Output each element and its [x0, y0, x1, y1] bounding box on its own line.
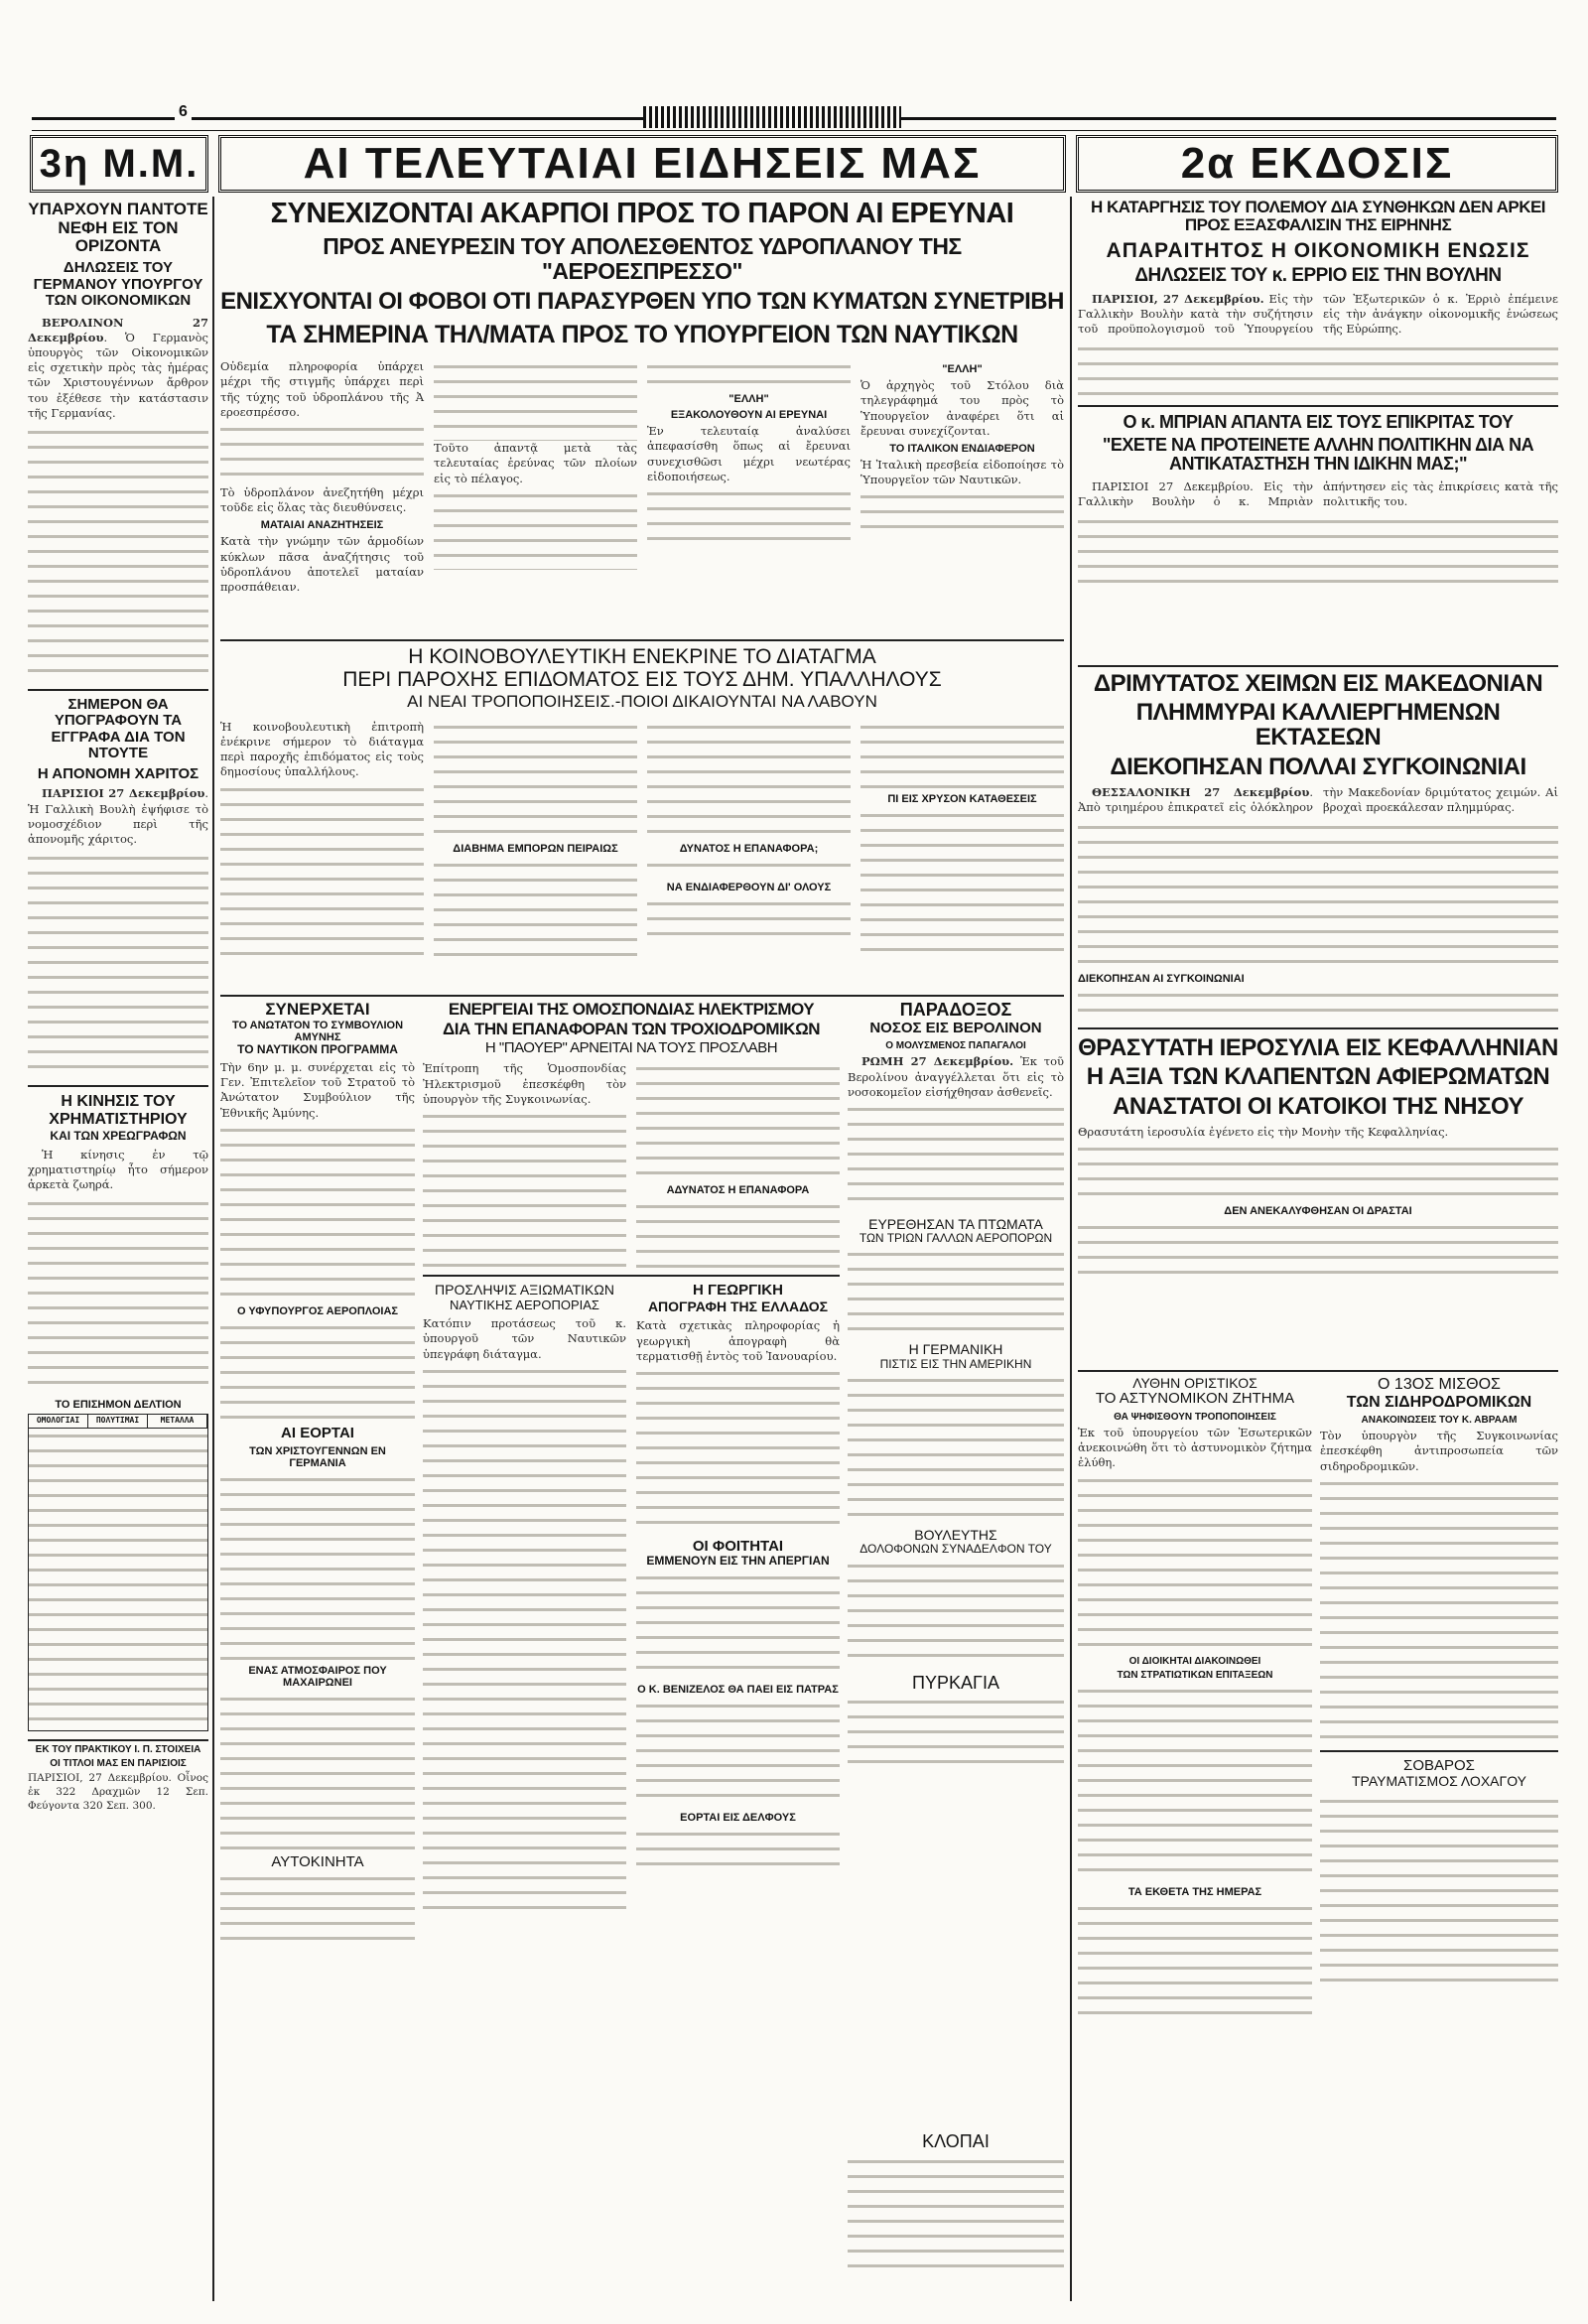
- ri2-headline-1: Ο 13ΟΣ ΜΙΣΘΟΣ: [1378, 1376, 1501, 1393]
- left-table-title: ΤΟ ΕΠΙΣΗΜΟΝ ΔΕΛΤΙΟΝ: [55, 1399, 182, 1412]
- rmid-text-1: Ἀπὸ τριημέρου ἐπικρατεῖ εἰς ὁλόκληρον τὴν Μακεδονίαν δριμύτατος χειμών. Αἱ βροχαὶ προεκάλεσαν πλημμύρας.: [1078, 784, 1558, 814]
- sy-text-lines-c: [220, 1472, 415, 1661]
- band-col-1: [220, 720, 424, 961]
- lead-sub-5: ΤΟ ΙΤΑΛΙΚΟΝ ΕΝΔΙΑΦΕΡΟΝ: [889, 442, 1035, 455]
- second-edition-box: [1076, 135, 1558, 193]
- right-headline-4: Ο κ. ΜΠΡΙΑΝ ΑΠΑΝΤΑ ΕΙΣ ΤΟΥΣ ΕΠΙΚΡΙΤΑΣ ΤΟΥ: [1123, 412, 1514, 433]
- sy-sub-5: ΑΥΤΟΚΙΝΗΤΑ: [271, 1853, 364, 1871]
- pa-headline-4: ΤΩΝ ΤΡΙΩΝ ΓΑΛΛΩΝ ΑΕΡΟΠΟΡΩΝ: [859, 1231, 1053, 1246]
- left-footer-text: ΠΑΡΙΣΙΟΙ, 27 Δεκεμβρίου. Οἶνος ἐκ 322 Δραχμῶν 12 Σεπ. Φεύγοντα 320 Σεπ. 300.: [28, 1772, 208, 1813]
- lead-headline-1: ΣΥΝΕΧΙΖΟΝΤΑΙ ΑΚΑΡΠΟΙ ΠΡΟΣ ΤΟ ΠΑΡΟΝ ΑΙ ΕΡΕΥΝΑΙ: [270, 199, 1014, 229]
- column-rule-2: [1070, 197, 1072, 2301]
- band-columns: [220, 720, 1064, 961]
- left-headline-5: Η ΚΙΝΗΣΙΣ ΤΟΥ ΧΡΗΜΑΤΙΣΤΗΡΙΟΥ: [49, 1093, 188, 1128]
- right-headline-1: Η ΚΑΤΑΡΓΗΣΙΣ ΤΟΥ ΠΟΛΕΜΟΥ ΔΙΑ ΣΥΝΘΗΚΩΝ ΔΕΝ ΑΡΚΕΙ ΠΡΟΣ ΕΞΑΣΦΑΛΙΣΙΝ ΤΗΣ ΕΙΡΗΝΗΣ: [1090, 199, 1546, 234]
- pa-headline-9: ΠΥΡΚΑΓΙΑ: [912, 1672, 999, 1693]
- pa-headline-6: ΠΙΣΤΙΣ ΕΙΣ ΤΗΝ ΑΜΕΡΙΚΗΝ: [879, 1356, 1032, 1371]
- left-headline-2: ΔΗΛΩΣΕΙΣ ΤΟΥ ΓΕΡΜΑΝΟΥ ΥΠΟΥΡΓΟΥ ΤΩΝ ΟΙΚΟΝΟΜΙΚΩΝ: [33, 259, 203, 310]
- sy-sub-4: ΕΝΑΣ ΑΤΜΟΣΦΑΙΡΟΣ ΠΟΥ ΜΑΧΑΙΡΩΝΕΙ: [248, 1665, 387, 1690]
- left-column: [28, 201, 208, 2305]
- rmid-headline-2: ΠΛΗΜΜΥΡΑΙ ΚΑΛΛΙΕΡΓΗΜΕΝΩΝ ΕΚΤΑΣΕΩΝ: [1135, 699, 1501, 752]
- ri2-text: Τὸν ὑπουργὸν τῆς Συγκοινωνίας ἐπεσκέφθη ἀντιπροσωπεία τῶν σιδηροδρομικῶν.: [1320, 1429, 1558, 1473]
- pa-text-lines-c: [848, 1373, 1064, 1522]
- ge-sub-1: ΟΙ ΦΟΙΤΗΤΑΙ: [692, 1537, 784, 1555]
- latest-news-box: [218, 135, 1066, 193]
- band-headline-3: ΑΙ ΝΕΑΙ ΤΡΟΠΟΠΟΙΗΣΕΙΣ.-ΠΟΙΟΙ ΔΙΚΑΙΟΥΝΤΑΙ ΝΑ ΛΑΒΟΥΝ: [407, 692, 877, 712]
- pa-headline-1: ΠΑΡΑΔΟΞΟΣ: [899, 1001, 1012, 1020]
- band-col-3: [647, 720, 851, 961]
- ri-sub-1: ΘΑ ΨΗΦΙΣΘΟΥΝ ΤΡΟΠΟΠΟΙΗΣΕΙΣ: [1114, 1411, 1276, 1423]
- second-edition-label: 2α ΕΚΔΟΣΙΣ: [1180, 139, 1454, 188]
- masthead-ornament: [643, 106, 901, 128]
- band-sub-3: ΝΑ ΕΝΔΙΑΦΕΡΘΟΥΝ ΔΙ' ΟΛΟΥΣ: [666, 881, 832, 893]
- left-footer-headline-1: ΕΚ ΤΟΥ ΠΡΑΚΤΙΚΟΥ Ι. Π. ΣΤΟΙΧΕΙΑ: [28, 1739, 208, 1755]
- pr-col: [423, 1283, 626, 1919]
- left-headline-1: ΥΠΑΡΧΟΥΝ ΠΑΝΤΟΤΕ ΝΕΦΗ ΕΙΣ ΤΟΝ ΟΡΙΖΟΝΤΑ: [28, 201, 208, 256]
- lead-headline-3: ΕΝΙΣΧΥΟΝΤΑΙ ΟΙ ΦΟΒΟΙ ΟΤΙ ΠΑΡΑΣΥΡΘΕΝ ΥΠΟ ΤΩΝ ΚΥΜΑΤΩΝ ΣΥΝΕΤΡΙΒΗ: [220, 287, 1064, 315]
- rmid-article-2-text-b: [1078, 1220, 1558, 1280]
- en-col-2: [636, 1061, 840, 1269]
- ri-headline-1: ΛΥΘΗΝ ΟΡΙΣΤΙΚΟΣ: [1132, 1376, 1257, 1391]
- right-article-2: [1078, 479, 1558, 510]
- en-divider: [423, 1275, 840, 1277]
- right-article-1-text: [1078, 342, 1558, 399]
- stock-table-head-2: ΠΟΛΥΤΙΜΑΙ: [88, 1415, 148, 1428]
- band-col-3-text-a: [647, 720, 851, 839]
- ri2-text-lines: [1320, 1476, 1558, 1744]
- lead-sub-4: "ΕΛΛΗ": [942, 363, 983, 376]
- band-col-2: [434, 720, 637, 961]
- pa-headline-3: ΕΥΡΕΘΗΣΑΝ ΤΑ ΠΤΩΜΑΤΑ: [868, 1215, 1043, 1232]
- stock-table-head-3: ΜΕΤΑΛΛΑ: [148, 1415, 207, 1428]
- ri2-headline-2: ΤΩΝ ΣΙΔΗΡΟΔΡΟΜΙΚΩΝ: [1346, 1393, 1532, 1411]
- left-dateline-2: ΠΑΡΙΣΙΟΙ 27 Δεκεμβρίου: [42, 786, 205, 801]
- lead-headline-4: ΤΑ ΣΗΜΕΡΙΝΑ ΤΗΛ/ΜΑΤΑ ΠΡΟΣ ΤΟ ΥΠΟΥΡΓΕΙΟΝ ΤΩΝ ΝΑΥΤΙΚΩΝ: [266, 320, 1018, 348]
- ge-text-lines-c: [636, 1699, 840, 1808]
- band-col-1-text: [220, 782, 424, 961]
- ri-text-lines: [1078, 1473, 1312, 1652]
- pr-text-lines: [423, 1364, 626, 1920]
- lead-col-2-text-b: [434, 488, 637, 570]
- sy-text-lines-e: [220, 1871, 415, 1951]
- lead-para-2: Τὸ ὑδροπλάνον ἀνεζητήθη μέχρι τοῦδε εἰς ὅλας τὰς διευθύνσεις.: [220, 484, 424, 515]
- left-text-3: Ἡ κίνησις ἐν τῷ χρηματιστηρίῳ ἦτο σήμερον ἀρκετὰ ζωηρά.: [28, 1147, 208, 1192]
- right-text-1: Εἰς τὴν Γαλλικὴν Βουλὴν κατὰ τὴν συζήτησιν τοῦ προϋπολογισμοῦ τοῦ Ὑπουργείου τῶν Ἐξωτερικῶν ὁ κ. Ἐρριὸ ἐπέμεινε εἰς τὴν ἀνάγκην οἰκονομικῆς ἑνώσεως τῆς Εὐρώπης.: [1078, 291, 1558, 337]
- bottom-col-d: [848, 1001, 1064, 2301]
- right-mid: [1078, 671, 1558, 1366]
- left-headline-4: Η ΑΠΟΝΟΜΗ ΧΑΡΙΤΟΣ: [37, 764, 199, 782]
- latest-news-label: ΑΙ ΤΕΛΕΥΤΑΙΑΙ ΕΙΔΗΣΕΙΣ ΜΑΣ: [303, 139, 982, 188]
- right-dateline-1: ΠΑΡΙΣΙΟΙ, 27 Δεκεμβρίου.: [1092, 291, 1264, 306]
- right-headline-3: ΔΗΛΩΣΕΙΣ ΤΟΥ κ. ΕΡΡΙΟ ΕΙΣ ΤΗΝ ΒΟΥΛΗΝ: [1134, 264, 1502, 286]
- rmid-headline-1: ΔΡΙΜΥΤΑΤΟΣ ΧΕΙΜΩΝ ΕΙΣ ΜΑΚΕΔΟΝΙΑΝ: [1093, 671, 1543, 697]
- pa-text-lines-e: [848, 1695, 1064, 1764]
- left-text-2: Ἡ Γαλλικὴ Βουλὴ ἐψήφισε τὸ νομοσχέδιον περὶ τῆς ἀπονομῆς χάριτος.: [28, 801, 208, 847]
- en-col-2-text-b: [636, 1199, 840, 1269]
- en-col-1: [423, 1061, 626, 1269]
- ri-sub-4: ΤΑ ΕΚΘΕΤΑ ΤΗΣ ΗΜΕΡΑΣ: [1127, 1885, 1262, 1898]
- en-text: Ἐπίτροπη τῆς Ὁμοσπονδίας Ἠλεκτρισμοῦ ἐπεσκέφθη τὸν ὑπουργὸν τῆς Συγκοινωνίας.: [423, 1061, 626, 1106]
- left-article-2: ΠΑΡΙΣΙΟΙ 27 Δεκεμβρίου. Ἡ Γαλλικὴ Βουλὴ ἐψήφισε τὸ νομοσχέδιον περὶ τῆς ἀπονομῆς χάριτος.: [28, 786, 208, 847]
- sy-sub-1: Ο ΥΦΥΠΟΥΡΓΟΣ ΑΕΡΟΠΛΟΙΑΣ: [237, 1304, 398, 1317]
- ge-text: Κατὰ σχετικὰς πληροφορίας ἡ γεωργικὴ ἀπογραφὴ θὰ τερματισθῇ ἐντὸς τοῦ Ἰανουαρίου.: [636, 1318, 840, 1363]
- ge-headline-1: Η ΓΕΩΡΓΙΚΗ: [693, 1282, 783, 1299]
- pa-text-lines-d: [848, 1559, 1064, 1668]
- rmid-headline-6: ΑΝΑΣΤΑΤΟΙ ΟΙ ΚΑΤΟΙΚΟΙ ΤΗΣ ΝΗΣΟΥ: [1113, 1092, 1523, 1120]
- stock-table: [28, 1414, 208, 1731]
- lead-col-3: [647, 359, 851, 595]
- band-headline-1: Η ΚΟΙΝΟΒΟΥΛΕΥΤΙΚΗ ΕΝΕΚΡΙΝΕ ΤΟ ΔΙΑΤΑΓΜΑ: [408, 645, 876, 668]
- lead-col-1-text: [220, 422, 424, 485]
- ri-text-lines-b: [1078, 1684, 1312, 1882]
- right-headline-5: "ΕΧΕΤΕ ΝΑ ΠΡΟΤΕΙΝΕΤΕ ΑΛΛΗΝ ΠΟΛΙΤΙΚΗΝ ΔΙΑ ΝΑ ΑΝΤΙΚΑΤΑΣΤΗΣΗ ΤΗΝ ΙΔΙΚΗΝ ΜΑΣ;": [1102, 435, 1534, 475]
- pr-headline-2: ΝΑΥΤΙΚΗΣ ΑΕΡΟΠΟΡΙΑΣ: [450, 1297, 599, 1312]
- rmid-divider: [1078, 1027, 1558, 1029]
- lead-para-4: Τοῦτο ἀπαντᾷ μετὰ τὰς τελευταίας ἐρεύνας τῶν πλοίων εἰς τὸ πέλαγος.: [434, 441, 637, 485]
- lead-para-5: Ἐν τελευταίᾳ ἀναλύσει ἀπεφασίσθη ὅπως αἱ ἔρευναι συνεχισθῶσι μέχρι νεωτέρας εἰδοποιήσεως.: [647, 424, 851, 483]
- left-divider-1: [28, 689, 208, 691]
- rmid-headline-3: ΔΙΕΚΟΠΗΣΑΝ ΠΟΛΛΑΙ ΣΥΓΚΟΙΝΩΝΙΑΙ: [1110, 752, 1526, 780]
- sy-headline-2: ΤΟ ΑΝΩΤΑΤΟΝ ΤΟ ΣΥΜΒΟΥΛΙΟΝ ΑΜΥΝΗΣ: [231, 1019, 404, 1043]
- stock-table-rows: [29, 1429, 207, 1726]
- sy-text-lines-d: [220, 1692, 415, 1850]
- ri-sub-2: ΟΙ ΔΙΟΙΚΗΤΑΙ ΔΙΑΚΟΙΝΩΘΕΙ: [1128, 1655, 1261, 1667]
- lead-para-1: Οὐδεμία πληροφορία ὑπάρχει μέχρι τῆς στιγμῆς ὑπάρχει περὶ τῆς τύχης τοῦ ὑδροπλάνου τῆς Ἀ εροεσπρέσσο.: [220, 359, 424, 419]
- right-article-2-text: [1078, 514, 1558, 584]
- sy-text-lines: [220, 1123, 415, 1301]
- edition-time-box: [30, 135, 208, 193]
- en-headline-1: ΕΝΕΡΓΕΙΑΙ ΤΗΣ ΟΜΟΣΠΟΝΔΙΑΣ ΗΛΕΚΤΡΙΣΜΟΥ: [448, 1001, 815, 1019]
- en-headline-3: Η "ΠΑΟΥΕΡ" ΑΡΝΕΙΤΑΙ ΝΑ ΤΟΥΣ ΠΡΟΣΛΑΒΗ: [484, 1038, 778, 1056]
- right-divider-1: [1078, 405, 1558, 407]
- pr-ge-columns: [423, 1283, 840, 1919]
- rmid-text-2: Θρασυτάτη ἱεροσυλία ἐγένετο εἰς τὴν Μονὴν τῆς Κεφαλληνίας.: [1078, 1124, 1449, 1139]
- left-footer-headline-2: ΟΙ ΤΙΤΛΟΙ ΜΑΣ ΕΝ ΠΑΡΙΣΙΟΙΣ: [50, 1758, 187, 1770]
- right-text-2: ΠΑΡΙΣΙΟΙ 27 Δεκεμβρίου. Εἰς τὴν Γαλλικὴν Βουλὴν ὁ κ. Μπριὰν ἀπήντησεν εἰς τὰς ἐπικρίσεις κατὰ τῆς πολιτικῆς του.: [1078, 478, 1558, 509]
- lead-sub-2: "ΕΛΛΗ": [728, 393, 769, 406]
- sy-sub-3: ΤΩΝ ΧΡΙΣΤΟΥΓΕΝΝΩΝ ΕΝ ΓΕΡΜΑΝΙΑ: [249, 1445, 386, 1470]
- rmid-headline-4: ΘΡΑΣΥΤΑΤΗ ΙΕΡΟΣΥΛΙΑ ΕΙΣ ΚΕΦΑΛΛΗΝΙΑΝ: [1078, 1034, 1558, 1062]
- pa-article: [848, 1054, 1064, 1100]
- stock-table-head-1: ΟΜΟΛΟΓΙΑΙ: [29, 1415, 88, 1428]
- rmid-article-1: ΘΕΣΣΑΛΟΝΙΚΗ 27 Δεκεμβρίου. Ἀπὸ τριημέρου ἐπικρατεῖ εἰς ὁλόκληρον τὴν Μακεδονίαν δριμύτατος χειμών. Αἱ βροχαὶ προεκάλεσαν πλημμύρας.: [1078, 784, 1558, 814]
- ge-text-lines: [636, 1366, 840, 1535]
- ge-headline-2: ΑΠΟΓΡΑΦΗ ΤΗΣ ΕΛΛΑΔΟΣ: [647, 1298, 829, 1314]
- column-rule-1: [212, 197, 214, 2301]
- newspaper-page: [8, 8, 1580, 2316]
- sy-sub-2: ΑΙ ΕΟΡΤΑΙ: [281, 1424, 354, 1441]
- ri-sub-3: ΤΩΝ ΣΤΡΑΤΙΩΤΙΚΩΝ ΕΠΙΤΑΞΕΩΝ: [1117, 1669, 1273, 1681]
- pr-headline-1: ΠΡΟΣΛΗΨΙΣ ΑΞΙΩΜΑΤΙΚΩΝ: [435, 1282, 614, 1299]
- lead-col-4-text: [860, 489, 1064, 529]
- ri-text: Ἐκ τοῦ ὑπουργείου τῶν Ἐσωτερικῶν ἀνεκοινώθη ὅτι τὸ ἀστυνομικὸν ζήτημα ἐλύθη.: [1078, 1425, 1312, 1470]
- pa-headline-5: Η ΓΕΡΜΑΝΙΚΗ: [908, 1341, 1003, 1358]
- band-col-4-text-b: [860, 808, 1064, 957]
- ri2-sub-1: ΑΝΑΚΟΙΝΩΣΕΙΣ ΤΟΥ Κ. ΑΒΡΑΑΜ: [1361, 1415, 1518, 1427]
- pa-text: Ἐκ τοῦ Βερολίνου ἀναγγέλλεται ὅτι εἰς τὸ νοσοκομεῖον εἰσήχθησαν ἀσθενεῖς.: [848, 1054, 1064, 1099]
- pa-text-lines-b: [848, 1247, 1064, 1336]
- en-headline-2: ΔΙΑ ΤΗΝ ΕΠΑΝΑΦΟΡΑΝ ΤΩΝ ΤΡΟΧΙΟΔΡΟΜΙΚΩΝ: [443, 1019, 820, 1038]
- left-headline-3: ΣΗΜΕΡΟΝ ΘΑ ΥΠΟΓΡΑΦΟΥΝ ΤΑ ΕΓΓΡΑΦΑ ΔΙΑ ΤΟΝ ΝΤΟΥΤΕ: [51, 695, 186, 762]
- sy-headline-1: ΣΥΝΕΡΧΕΤΑΙ: [265, 1001, 370, 1019]
- band-col-4: [860, 720, 1064, 961]
- right-headline-2: ΑΠΑΡΑΙΤΗΤΟΣ Η ΟΙΚΟΝΟΜΙΚΗ ΕΝΩΣΙΣ: [1106, 238, 1530, 262]
- pa-headline-7: ΒΟΥΛΕΥΤΗΣ: [914, 1527, 997, 1544]
- left-article-2-text: [28, 851, 208, 1079]
- right-top: [1078, 199, 1558, 661]
- pa-headline-2: ΝΟΣΟΣ ΕΙΣ ΒΕΡΟΛΙΝΟΝ: [869, 1019, 1042, 1036]
- right-article-1: [1078, 292, 1558, 339]
- rmid-headline-5: Η ΑΞΙΑ ΤΩΝ ΚΛΑΠΕΝΤΩΝ ΑΦΙΕΡΩΜΑΤΩΝ: [1086, 1063, 1550, 1091]
- lead-headline-2: ΠΡΟΣ ΑΝΕΥΡΕΣΙΝ ΤΟΥ ΑΠΟΛΕΣΘΕΝΤΟΣ ΥΔΡΟΠΛΑΝΟΥ ΤΗΣ "ΑΕΡΟΕΣΠΡΕΣΣΟ": [323, 233, 962, 284]
- lead-col-4: [860, 359, 1064, 595]
- pa-headline-10: ΚΛΟΠΑΙ: [922, 2132, 990, 2151]
- left-article-3: [28, 1148, 208, 1193]
- en-sub-1: ΑΔΥΝΑΤΟΣ Η ΕΠΑΝΑΦΟΡΑ: [666, 1184, 810, 1197]
- band-col-3-text-b: [647, 858, 851, 878]
- lead-columns: [220, 359, 1064, 595]
- rmid-sub-2: ΔΕΝ ΑΝΕΚΑΛΥΦΘΗΣΑΝ ΟΙ ΔΡΑΣΤΑΙ: [1224, 1204, 1412, 1217]
- lead-story: [220, 199, 1064, 635]
- ge-col: [636, 1283, 840, 1919]
- pa-headline-8: ΔΟΛΟΦΟΝΩΝ ΣΥΝΑΔΕΛΦΟΝ ΤΟΥ: [860, 1542, 1052, 1557]
- lead-col-2-text-a: [434, 359, 637, 441]
- band-text-1: Ἡ κοινοβουλευτικὴ ἐπιτροπὴ ἐνέκρινε σήμερον τὸ διάταγμα περὶ παροχῆς ἐπιδόματος εἰς τοὺς δημοσίους ὑπαλλήλους.: [220, 719, 424, 779]
- band-col-3-text-c: [647, 896, 851, 946]
- bottom-col-kl: [848, 2132, 1064, 2301]
- en-col-2-text-a: [636, 1061, 840, 1180]
- left-text-1: Ὁ Γερμανὸς ὑπουργὸς τῶν Οἰκονομικῶν εἰς σχετικὴν πρὸς τὰς ἡμέρας τῶν Χριστουγέννων ἄρθρον του ἐξέθεσε τὴν κατάστασιν τῆς Γερμανίας.: [28, 330, 208, 420]
- ge-sub-3: Ο Κ. ΒΕΝΙΖΕΛΟΣ ΘΑ ΠΑΕΙ ΕΙΣ ΠΑΤΡΑΣ: [637, 1683, 839, 1696]
- band-headline-2: ΠΕΡΙ ΠΑΡΟΧΗΣ ΕΠΙΔΟΜΑΤΟΣ ΕΙΣ ΤΟΥΣ ΔΗΜ. ΥΠΑΛΛΗΛΟΥΣ: [342, 668, 942, 692]
- sy-text: Τὴν 6ην μ. μ. συνέρχεται εἰς τὸ Γεν. Ἐπιτελεῖον τοῦ Στρατοῦ τὸ Ἀνώτατον Συμβούλιον τῆς Ἐθνικῆς Ἀμύνης.: [220, 1060, 415, 1120]
- right-mid-top-rule: [1078, 665, 1558, 667]
- left-dateline-1: ΒΕΡΟΛΙΝΟΝ 27 Δεκεμβρίου: [28, 315, 208, 344]
- lead-col-1: [220, 359, 424, 595]
- band-sub-2: ΔΥΝΑΤΟΣ Η ΕΠΑΝΑΦΟΡΑ;: [679, 842, 819, 855]
- rmid-article-1-text-b: [1078, 988, 1558, 1022]
- pa-sub-1: Ο ΜΟΛΥΣΜΕΝΟΣ ΠΑΠΑΓΑΛΟΙ: [885, 1040, 1026, 1052]
- lead-para-6: Ὁ ἀρχηγὸς τοῦ Στόλου διὰ τηλεγράφημά του πρὸς τὸ Ὑπουργεῖον ἀναφέρει ὅτι αἱ ἔρευναι συνεχίζονται.: [860, 378, 1064, 438]
- ri-headline-2: ΤΟ ΑΣΤΥΝΟΜΙΚΟΝ ΖΗΤΗΜΑ: [1095, 1390, 1295, 1408]
- right-bottom-b: [1320, 1376, 1558, 2301]
- lead-sub-3: ΕΞΑΚΟΛΟΥΘΟΥΝ ΑΙ ΕΡΕΥΝΑΙ: [670, 409, 828, 422]
- left-divider-2: [28, 1085, 208, 1087]
- pa-dateline: ΡΩΜΗ 27 Δεκεμβρίου.: [861, 1054, 1014, 1069]
- rmid-article-1-text: [1078, 820, 1558, 969]
- bottom-top-rule: [220, 995, 1064, 997]
- edition-time-label: 3η Μ.Μ.: [39, 142, 199, 186]
- left-headline-6: ΚΑΙ ΤΩΝ ΧΡΕΩΓΡΑΦΩΝ: [50, 1129, 187, 1144]
- left-article-1: ΒΕΡΟΛΙΝΟΝ 27 Δεκεμβρίου. Ὁ Γερμανὸς ὑπουργὸς τῶν Οἰκονομικῶν εἰς σχετικὴν πρὸς τὰς ἡμέρας τῶν Χριστουγέννων ἄρθρον του ἐξέθεσε τὴν κατάστασιν τῆς Γερμανίας.: [28, 315, 208, 420]
- ri2-headline-3: ΣΟΒΑΡΟΣ: [1403, 1756, 1475, 1774]
- ge-text-lines-d: [636, 1827, 840, 1866]
- kl-text-lines: [848, 2154, 1064, 2273]
- pr-text: Κατόπιν προτάσεως τοῦ κ. ὑπουργοῦ τῶν Ναυτικῶν ὑπεγράφη διάταγμα.: [423, 1316, 626, 1361]
- ri-text-lines-c: [1078, 1901, 1312, 2020]
- lead-col-3-text-a: [647, 359, 851, 389]
- band-sub-4: ΠΙ ΕΙΣ ΧΡΥΣΟΝ ΚΑΤΑΘΕΣΕΙΣ: [887, 792, 1037, 805]
- left-article-3-text: [28, 1196, 208, 1395]
- left-article-1-text: [28, 425, 208, 683]
- rmid-dateline-1: ΘΕΣΣΑΛΟΝΙΚΗ 27 Δεκεμβρίου: [1092, 784, 1310, 799]
- band-story: [220, 645, 1064, 991]
- band-col-2-text-a: [434, 720, 637, 839]
- band-sub-1: ΔΙΑΒΗΜΑ ΕΜΠΟΡΩΝ ΠΕΙΡΑΙΩΣ: [453, 842, 618, 855]
- stock-table-header: [29, 1415, 207, 1429]
- bottom-col-a: [220, 1001, 415, 2301]
- bottom-col-bc: [423, 1001, 840, 2301]
- lead-sub-1: ΜΑΤΑΙΑΙ ΑΝΑΖΗΤΗΣΕΙΣ: [260, 519, 384, 532]
- band-top-rule: [220, 639, 1064, 641]
- rmid-sub-1: ΔΙΕΚΟΠΗΣΑΝ ΑΙ ΣΥΓΚΟΙΝΩΝΙΑΙ: [1078, 973, 1245, 986]
- lead-para-7: Ἡ Ἰταλικὴ πρεσβεία εἰδοποίησε τὸ Ὑπουργεῖον τῶν Ναυτικῶν.: [860, 457, 1064, 487]
- page-number: 6: [175, 103, 192, 121]
- right-bottom-a: [1078, 1376, 1312, 2301]
- lead-col-3-text-b: [647, 486, 851, 546]
- band-col-2-text-b: [434, 858, 637, 957]
- lead-para-3: Κατὰ τὴν γνώμην τῶν ἁρμοδίων κύκλων πᾶσα ἀναζήτησις τοῦ ὑδροπλάνου ἀποτελεῖ ματαίαν προσπάθειαν.: [220, 534, 424, 594]
- ge-sub-4: ΕΟΡΤΑΙ ΕΙΣ ΔΕΛΦΟΥΣ: [680, 1811, 796, 1824]
- ge-sub-2: ΕΜΜΕΝΟΥΝ ΕΙΣ ΤΗΝ ΑΠΕΡΓΙΑΝ: [646, 1554, 830, 1569]
- pa-text-lines: [848, 1102, 1064, 1211]
- rmid-article-2-text: [1078, 1142, 1558, 1201]
- ri2-divider: [1320, 1750, 1558, 1752]
- ge-text-lines-b: [636, 1571, 840, 1680]
- ri2-headline-4: ΤΡΑΥΜΑΤΙΣΜΟΣ ΛΟΧΑΓΟΥ: [1352, 1773, 1526, 1790]
- en-col-1-text: [423, 1109, 626, 1268]
- sy-headline-3: ΤΟ ΝΑΥΤΙΚΟΝ ΠΡΟΓΡΑΜΜΑ: [237, 1041, 398, 1056]
- en-columns: [423, 1061, 840, 1269]
- sy-text-lines-b: [220, 1320, 415, 1420]
- lead-col-2: [434, 359, 637, 595]
- ri2-text-lines-b: [1320, 1794, 1558, 1992]
- right-bottom-top-rule: [1078, 1370, 1558, 1372]
- band-col-4-text-a: [860, 720, 1064, 789]
